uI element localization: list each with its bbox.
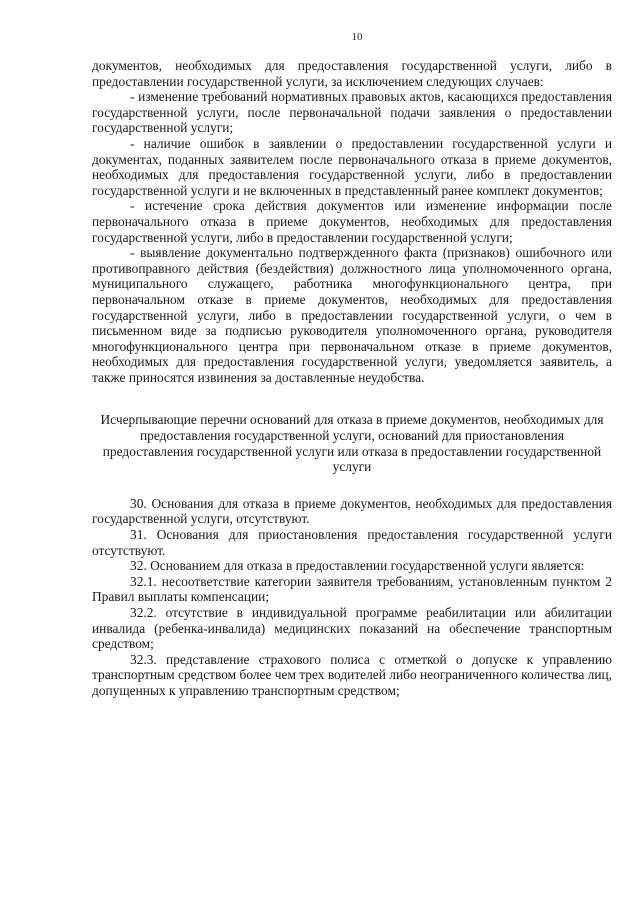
paragraph-continuation: документов, необходимых для предоставления государственной услуги, либо в предоставлении государственной услуги, за исключением следующих случаев: <box>92 58 612 89</box>
clause-31: 31. Основания для приостановления предоставления государственной услуги отсутствуют. <box>92 527 612 558</box>
clause-32-3: 32.3. представление страхового полиса с отметкой о допуске к управлению транспортным средством более чем трех водителей либо неограниченного количества лиц, допущенных к управлению транспортным средством; <box>92 651 612 698</box>
list-item-requirements-change: - изменение требований нормативных правовых актов, касающихся предоставления государственной услуги, после первоначальной подачи заявления о предоставлении государственной услуги; <box>92 89 612 136</box>
list-item-application-errors: - наличие ошибок в заявлении о предоставлении государственной услуги и документах, поданных заявителем после первоначального отказа в приеме документов, необходимых для предоставления государственной услуги, либо в предоставлении государственной услуги и не включенных в представленный ранее комплект документов; <box>92 135 612 198</box>
clause-32-2: 32.2. отсутствие в индивидуальной программе реабилитации или абилитации инвалида (ребенка-инвалида) медицинских показаний на обеспечение транспортным средством; <box>92 605 612 652</box>
clause-30: 30. Основания для отказа в приеме документов, необходимых для предоставления государственной услуги, отсутствуют. <box>92 495 612 527</box>
clause-32-1: 32.1. несоответствие категории заявителя требованиям, установленным пунктом 2 Правил выплаты компенсации; <box>92 573 612 605</box>
list-item-document-expiry: - истечение срока действия документов или изменение информации после первоначального отказа в приеме документов, необходимых для предоставления государственной услуги, либо в предоставлении государственной услуги; <box>92 198 612 245</box>
page-number: 10 <box>351 31 363 43</box>
list-item-erroneous-action: - выявление документально подтвержденного факта (признаков) ошибочного или противоправного действия (бездействия) должностного лица уполномоченного органа, муниципального служащего, работника многофункционального центра, при первоначальном отказе в приеме документов, необходимых для предоставления государственной услуги, либо в предоставлении государственной услуги, о чем в письменном виде за подписью руководителя уполномоченного органа, руководителя многофункционального центра при первоначальном отказе в приеме документов, необходимых для предоставления государственной услуги, уведомляется заявитель, а также приносятся извинения за доставленные неудобства. <box>92 245 612 385</box>
section-heading: Исчерпывающие перечни оснований для отказа в приеме документов, необходимых для предоставления государственной услуги, оснований для приостановления предоставления государственной услуги или отказа в предоставлении государственной услуги <box>100 412 604 475</box>
clause-32: 32. Основанием для отказа в предоставлении государственной услуги является: <box>130 558 585 574</box>
